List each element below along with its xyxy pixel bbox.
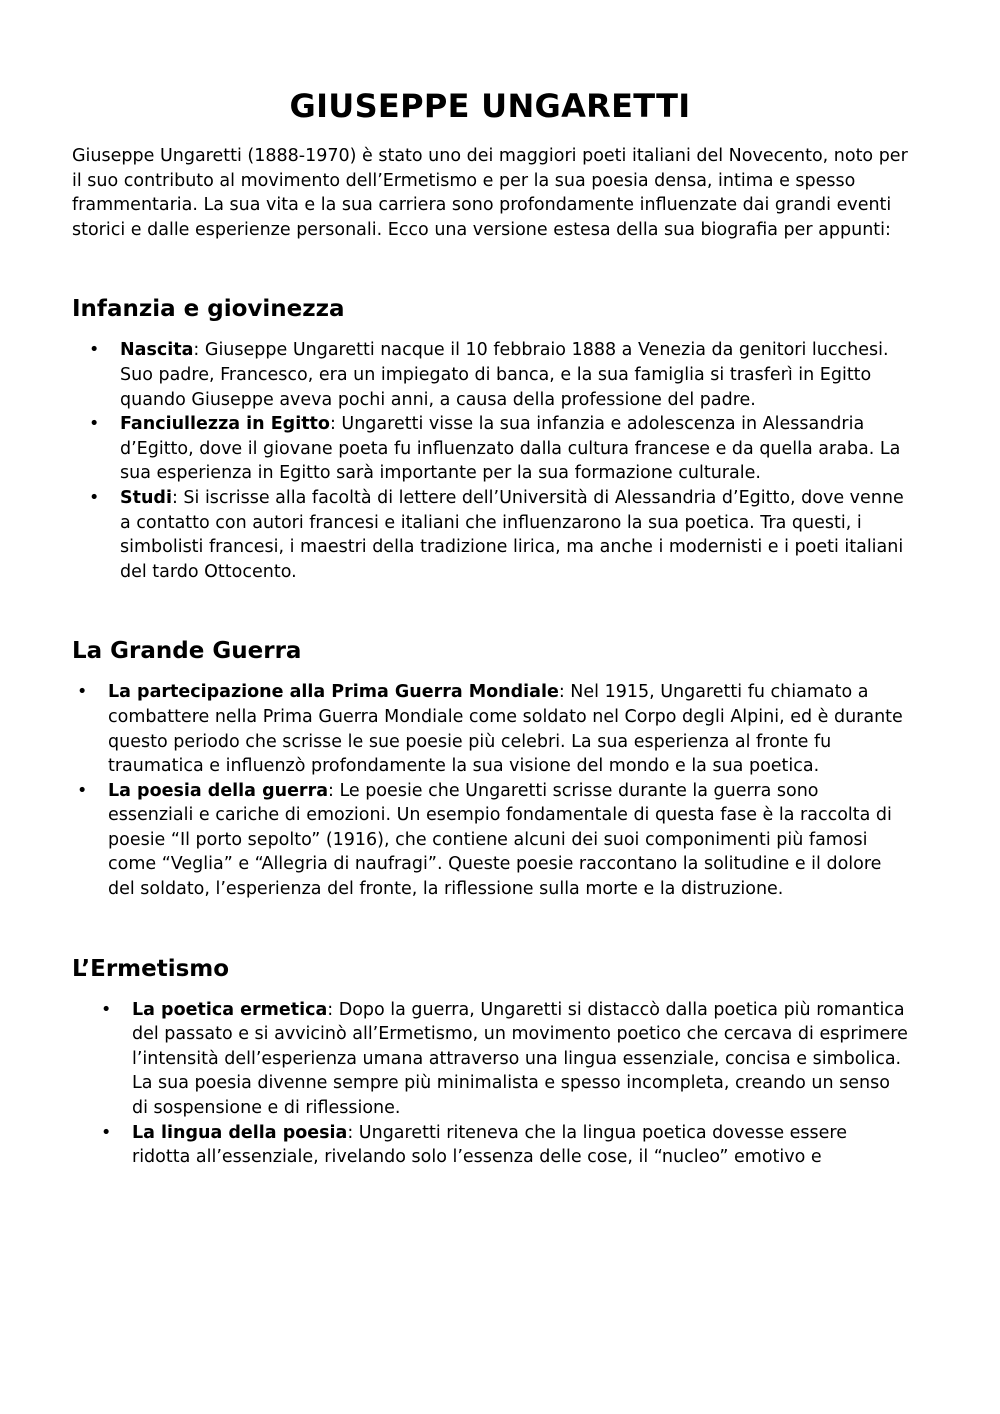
item-text: : Nel 1915, Ungaretti fu chiamato a combattere nella Prima Guerra Mondiale come soldato nel Corpo degli Alpini, ed è durante questo periodo che scrisse le sue poesie più celebri. La sua esperienza al fronte fu traumatica e influenzò profondamente la sua visione del mondo e la sua poetica. [108,682,903,777]
item-term: Nascita [120,340,194,361]
item-term: La poesia della guerra [108,780,329,801]
item-term: La lingua della poesia [132,1122,348,1143]
section-heading: L’Ermetismo [72,955,230,982]
item-text: : Giuseppe Ungaretti nacque il 10 febbraio 1888 a Venezia da genitori lucchesi. Suo padre, Francesco, era un impiegato di banca, e la sua famiglia si trasferì in Egitto quando Giuseppe aveva pochi anni, a causa della professione del padre. [120,340,889,410]
item-text: : Dopo la guerra, Ungaretti si distaccò dalla poetica più romantica del passato e si avvicinò all’Ermetismo, un movimento poetico che cercava di esprimere l’intensità dell’esperienza umana attraverso una lingua essenziale, concisa e simbolica. La sua poesia divenne sempre più minimalista e spesso incompleta, creando un senso di sospensione e di riflessione. [132,999,908,1119]
section-heading: La Grande Guerra [72,638,302,665]
intro-paragraph: Giuseppe Ungaretti (1888-1970) è stato uno dei maggiori poeti italiani del Novecento, noto per il suo contributo al movimento dell’Ermetismo e per la sua poesia densa, intima e spesso frammentaria. La sua vita e la sua carriera sono profondamente influenzate dai grandi eventi storici e dalle esperienze personali. Ecco una versione estesa della sua biografia per appunti: [72,146,908,240]
bullet-list [72,338,908,584]
item-term: La poetica ermetica [132,999,328,1020]
item-text: : Le poesie che Ungaretti scrisse durante la guerra sono essenziali e cariche di emozioni. Un esempio fondamentale di questa fase è la raccolta di poesie “Il porto sepolto” (1916), che contiene alcuni dei suoi componimenti più famosi come “Veglia” e “Allegria di naufragi”. Queste poesie raccontano la solitudine e il dolore del soldato, l’esperienza del fronte, la riflessione sulla morte e la distruzione. [108,780,892,900]
section-infanzia [72,294,908,584]
bullet-icon: • [77,682,88,703]
list-item [72,779,908,902]
list-item [72,1121,908,1170]
item-term: La partecipazione alla Prima Guerra Mondiale [108,682,559,703]
item-term: Fanciullezza in Egitto [120,414,330,435]
list-item [72,680,908,778]
item-term: Studi [120,487,172,508]
list-item [72,998,908,1121]
bullet-icon: • [77,780,88,801]
bullet-icon: • [101,1122,112,1143]
section-grande-guerra [72,636,908,901]
list-item [72,338,908,412]
section-heading: Infanzia e giovinezza [72,296,345,323]
bullet-icon: • [89,487,100,508]
bullet-icon: • [89,414,100,435]
item-text: : Ungaretti riteneva che la lingua poetica dovesse essere ridotta all’essenziale, rivelando solo l’essenza delle cose, il “nucleo” emotivo e [132,1122,847,1168]
bullet-icon: • [89,340,100,361]
bullet-icon: • [101,999,112,1020]
bullet-list [72,680,908,901]
bullet-list [72,998,908,1170]
list-item [72,412,908,486]
list-item [72,486,908,584]
section-ermetismo [72,954,908,1170]
document-page [72,84,908,1170]
item-text: : Si iscrisse alla facoltà di lettere dell’Università di Alessandria d’Egitto, dove venne a contatto con autori francesi e italiani che influenzarono la sua poetica. Tra questi, i simbolisti francesi, i maestri della tradizione lirica, ma anche i modernisti e i poeti italiani del tardo Ottocento. [120,487,904,582]
page-title: GIUSEPPE UNGARETTI [289,87,691,125]
item-text: : Ungaretti visse la sua infanzia e adolescenza in Alessandria d’Egitto, dove il giovane poeta fu influenzato dalla cultura francese e da quella araba. La sua esperienza in Egitto sarà importante per la sua formazione culturale. [120,414,901,484]
